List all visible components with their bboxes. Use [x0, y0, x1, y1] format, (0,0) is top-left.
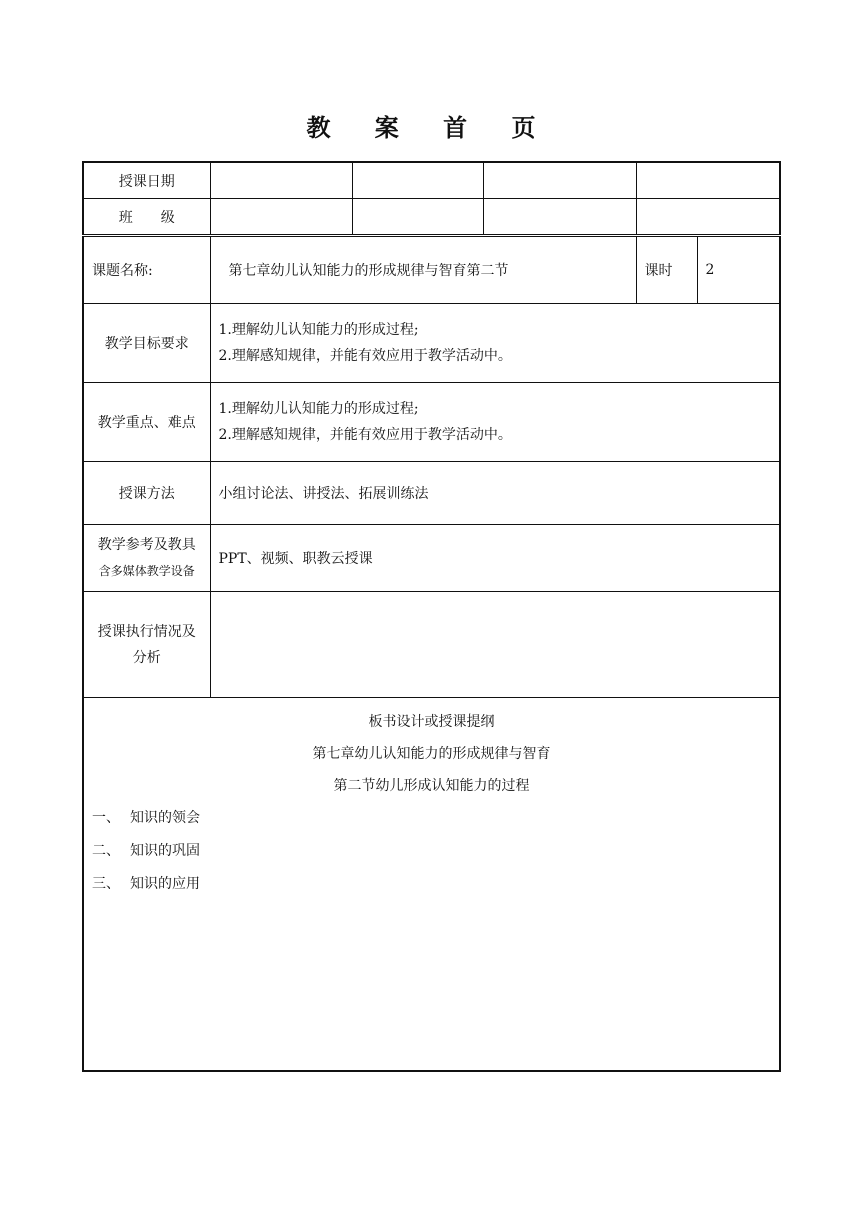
method-value: 小组讨论法、讲授法、拓展训练法: [210, 462, 780, 525]
hours-value: 2: [697, 236, 780, 304]
page-title: 教 案 首 页: [306, 114, 554, 142]
list-item: 三、 知识的应用: [92, 876, 200, 892]
keypoint-item: 1.理解幼儿认知能力的形成过程;: [218, 401, 419, 417]
row-date: [83, 162, 780, 199]
hours-label: 课时: [636, 236, 697, 304]
row-board: [83, 698, 780, 1072]
class-cell-1[interactable]: [210, 199, 352, 236]
goal-item: 1.理解幼儿认知能力的形成过程;: [218, 322, 419, 338]
reference-label-cell: [83, 525, 210, 592]
class-cell-4[interactable]: [636, 199, 780, 236]
row-execution: [83, 592, 780, 698]
board-chapter: 第七章幼儿认知能力的形成规律与智育: [312, 746, 551, 762]
class-cell-3[interactable]: [483, 199, 636, 236]
execution-label: 授课执行情况及: [97, 623, 196, 640]
keypoints-content: [210, 383, 780, 462]
keypoint-item: 2.理解感知规律，并能有效应用于教学活动中。: [218, 427, 512, 443]
goal-item: 2.理解感知规律，并能有效应用于教学活动中。: [218, 348, 512, 364]
keypoints-label: 教学重点、难点: [83, 383, 210, 462]
reference-label: 教学参考及教具: [97, 537, 196, 553]
execution-label-cell: [83, 592, 210, 698]
class-label: 班 级: [83, 199, 210, 236]
board-design: [83, 698, 780, 1072]
method-label: 授课方法: [83, 462, 210, 525]
outline-list: [84, 802, 779, 901]
topic-label: 课题名称:: [83, 236, 210, 304]
row-reference: [83, 525, 780, 592]
date-cell-1[interactable]: [210, 162, 352, 199]
board-heading: 板书设计或授课提纲: [368, 714, 495, 730]
goals-content: [210, 304, 780, 383]
goals-label: 教学目标要求: [83, 304, 210, 383]
topic-value: 第七章幼儿认知能力的形成规律与智育第二节: [210, 236, 636, 304]
execution-content[interactable]: [210, 592, 780, 698]
board-section: 第二节幼儿形成认知能力的过程: [333, 778, 530, 794]
date-label: 授课日期: [83, 162, 210, 199]
row-class: [83, 199, 780, 236]
execution-label-cont: 分析: [132, 649, 161, 666]
lesson-plan-table: [82, 161, 781, 1072]
date-cell-3[interactable]: [483, 162, 636, 199]
row-topic: [83, 236, 780, 304]
row-keypoints: [83, 383, 780, 462]
list-item: 二、 知识的巩固: [92, 843, 200, 859]
row-method: [83, 462, 780, 525]
list-item: 一、 知识的领会: [92, 810, 200, 826]
date-cell-4[interactable]: [636, 162, 780, 199]
reference-value: PPT、视频、职教云授课: [210, 525, 780, 592]
class-cell-2[interactable]: [352, 199, 483, 236]
reference-sublabel: 含多媒体教学设备: [98, 564, 195, 578]
date-cell-2[interactable]: [352, 162, 483, 199]
row-goals: [83, 304, 780, 383]
